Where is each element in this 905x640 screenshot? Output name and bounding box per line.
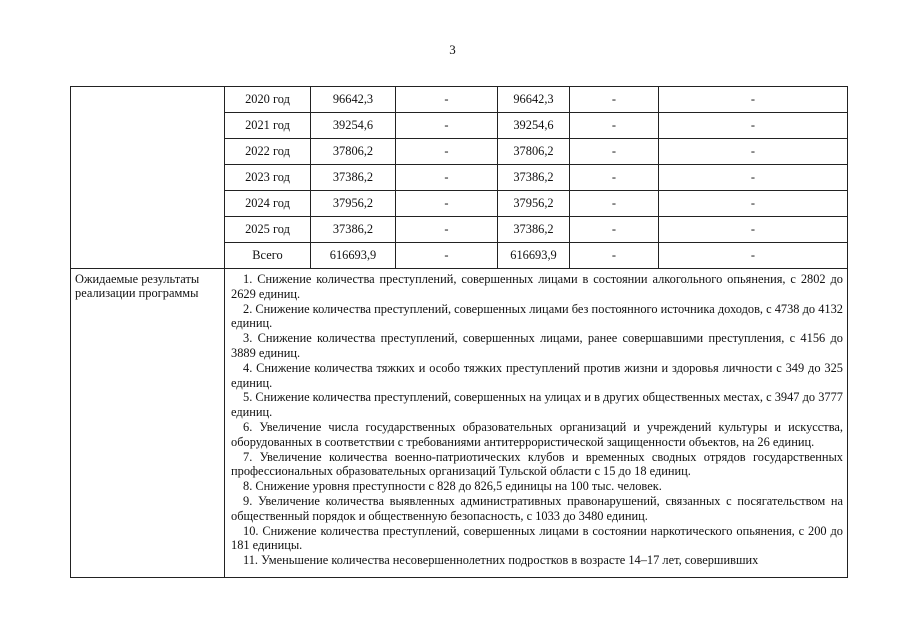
column-4-cell: - <box>570 243 659 269</box>
column-2-cell: - <box>396 165 498 191</box>
column-5-cell: - <box>659 243 848 269</box>
column-3-cell: 616693,9 <box>498 243 570 269</box>
column-2-cell: - <box>396 87 498 113</box>
column-3-cell: 96642,3 <box>498 87 570 113</box>
total-cell: 37806,2 <box>311 139 396 165</box>
result-item: 8. Снижение уровня преступности с 828 до 826,5 единицы на 100 тыс. человек. <box>243 479 662 494</box>
column-2-cell: - <box>396 217 498 243</box>
column-4-cell: - <box>570 113 659 139</box>
funding-row <box>71 87 848 113</box>
result-item: 10. Снижение количества преступлений, совершенных лицами в состоянии наркотического опьянения, с 200 до 181 единицы. <box>231 523 843 553</box>
column-4-cell: - <box>570 139 659 165</box>
column-4-cell: - <box>570 217 659 243</box>
program-passport-table <box>70 86 848 578</box>
column-2-cell: - <box>396 243 498 269</box>
year-cell: 2021 год <box>225 113 311 139</box>
column-2-cell: - <box>396 191 498 217</box>
year-cell: Всего <box>225 243 311 269</box>
result-item: 2. Снижение количества преступлений, совершенных лицами без постоянного источника доходов, с 4738 до 4132 единиц. <box>231 301 843 331</box>
result-item: 11. Уменьшение количества несовершеннолетних подростков в возрасте 14–17 лет, совершивших <box>243 553 759 568</box>
column-4-cell: - <box>570 165 659 191</box>
total-cell: 96642,3 <box>311 87 396 113</box>
total-cell: 37956,2 <box>311 191 396 217</box>
column-2-cell: - <box>396 113 498 139</box>
total-cell: 37386,2 <box>311 217 396 243</box>
page-number: 3 <box>449 42 456 57</box>
expected-results-row <box>71 269 848 578</box>
column-3-cell: 37956,2 <box>498 191 570 217</box>
expected-results-cell <box>225 269 848 578</box>
funding-label-cell <box>71 87 225 269</box>
column-3-cell: 37386,2 <box>498 165 570 191</box>
year-cell: 2025 год <box>225 217 311 243</box>
column-2-cell: - <box>396 139 498 165</box>
column-3-cell: 37806,2 <box>498 139 570 165</box>
column-5-cell: - <box>659 191 848 217</box>
column-4-cell: - <box>570 191 659 217</box>
year-cell: 2023 год <box>225 165 311 191</box>
expected-results-label: Ожидаемые результаты реализации программы <box>75 272 200 300</box>
total-cell: 37386,2 <box>311 165 396 191</box>
column-3-cell: 39254,6 <box>498 113 570 139</box>
result-item: 4. Снижение количества тяжких и особо тяжких преступлений против жизни и здоровья личности с 349 до 325 единиц. <box>231 360 843 390</box>
column-5-cell: - <box>659 87 848 113</box>
year-cell: 2022 год <box>225 139 311 165</box>
year-cell: 2020 год <box>225 87 311 113</box>
expected-results-list <box>225 269 847 577</box>
column-5-cell: - <box>659 165 848 191</box>
result-item: 5. Снижение количества преступлений, совершенных на улицах и в других общественных местах, с 3947 до 3777 единиц. <box>231 390 843 420</box>
expected-results-label-cell <box>71 269 225 578</box>
year-cell: 2024 год <box>225 191 311 217</box>
column-5-cell: - <box>659 113 848 139</box>
column-4-cell: - <box>570 87 659 113</box>
result-item: 9. Увеличение количества выявленных административных правонарушений, связанных с посягательством на общественный порядок и общественную безопасность, с 1033 до 3480 единиц. <box>231 493 843 523</box>
column-5-cell: - <box>659 139 848 165</box>
column-3-cell: 37386,2 <box>498 217 570 243</box>
result-item: 3. Снижение количества преступлений, совершенных лицами, ранее совершавшими преступления, с 4156 до 3889 единиц. <box>231 331 843 360</box>
result-item: 6. Увеличение числа государственных образовательных организаций и учреждений культуры и искусства, оборудованных в соответствии с требованиями антитеррористической защищенности объектов, на 26 единиц. <box>231 419 843 449</box>
total-cell: 39254,6 <box>311 113 396 139</box>
column-5-cell: - <box>659 217 848 243</box>
result-item: 1. Снижение количества преступлений, совершенных лицами в состоянии алкогольного опьянения, с 2802 до 2629 единиц. <box>231 272 843 301</box>
result-item: 7. Увеличение количества военно-патриотических клубов и временных сводных отрядов государственных профессиональных образовательных организаций Тульской области с 15 до 18 единиц. <box>231 449 843 479</box>
total-cell: 616693,9 <box>311 243 396 269</box>
